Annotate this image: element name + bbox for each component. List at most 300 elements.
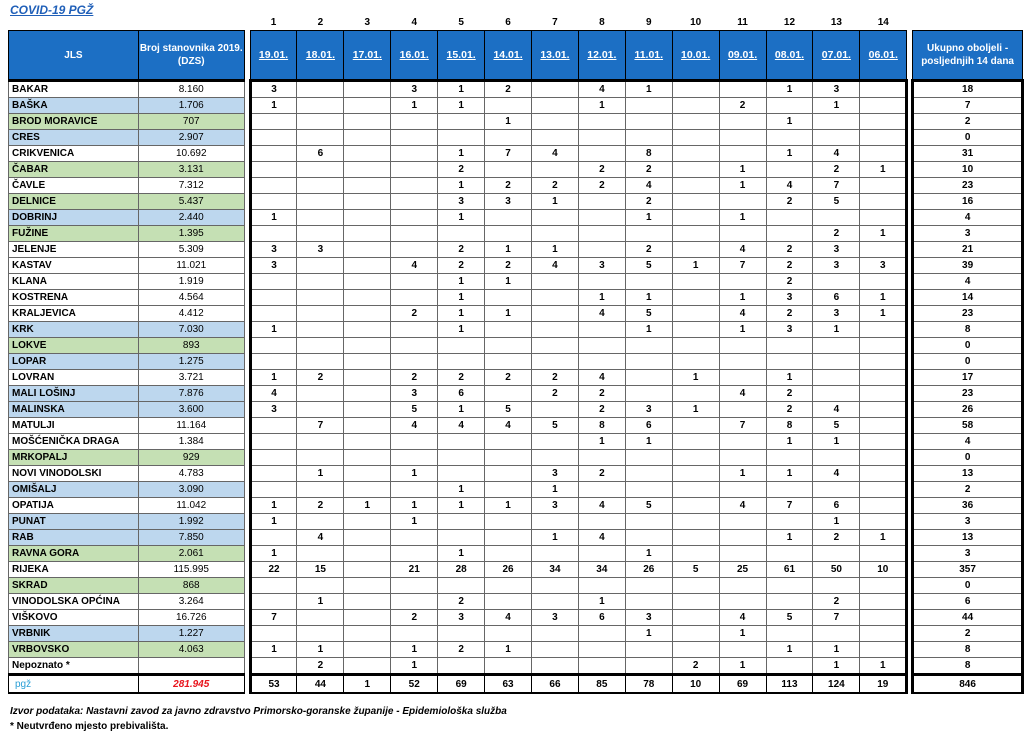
total-cell: 8 <box>913 642 1023 658</box>
case-cell <box>344 322 391 338</box>
day-total: 44 <box>297 675 344 694</box>
case-cell: 4 <box>719 610 766 626</box>
case-cell <box>391 626 438 642</box>
case-cell: 3 <box>813 81 860 98</box>
total-cell: 0 <box>913 450 1023 466</box>
case-cell: 2 <box>485 258 532 274</box>
case-cell <box>344 402 391 418</box>
case-cell <box>391 434 438 450</box>
summary-row <box>9 675 1023 694</box>
case-cell: 2 <box>813 226 860 242</box>
case-cell: 1 <box>250 370 297 386</box>
case-cell: 2 <box>297 498 344 514</box>
total-cell: 2 <box>913 626 1023 642</box>
municipality-name: BAKAR <box>9 81 139 98</box>
total-cell: 36 <box>913 498 1023 514</box>
case-cell <box>344 386 391 402</box>
case-cell <box>344 578 391 594</box>
case-cell <box>860 322 907 338</box>
case-cell: 1 <box>297 466 344 482</box>
case-cell <box>578 546 625 562</box>
case-cell <box>391 354 438 370</box>
case-cell <box>344 98 391 114</box>
case-cell <box>250 626 297 642</box>
case-cell: 2 <box>438 242 485 258</box>
case-cell <box>860 594 907 610</box>
population-cell: 7.030 <box>138 322 244 338</box>
date-header: 13.01. <box>532 31 579 81</box>
case-cell: 2 <box>578 178 625 194</box>
case-cell <box>485 530 532 546</box>
case-cell <box>344 242 391 258</box>
case-cell <box>344 610 391 626</box>
table-row <box>9 226 1023 242</box>
municipality-name: VRBOVSKO <box>9 642 139 658</box>
case-cell <box>532 114 579 130</box>
case-cell <box>625 226 672 242</box>
column-number: 14 <box>877 17 889 28</box>
case-cell <box>485 434 532 450</box>
case-cell: 25 <box>719 562 766 578</box>
case-cell <box>813 114 860 130</box>
case-cell <box>672 386 719 402</box>
date-header: 14.01. <box>485 31 532 81</box>
case-cell: 21 <box>391 562 438 578</box>
case-cell: 1 <box>719 290 766 306</box>
population-cell: 3.721 <box>138 370 244 386</box>
table-row <box>9 242 1023 258</box>
case-cell <box>344 450 391 466</box>
case-cell: 3 <box>532 610 579 626</box>
case-cell <box>250 482 297 498</box>
case-cell <box>625 114 672 130</box>
case-cell: 26 <box>625 562 672 578</box>
case-cell <box>532 594 579 610</box>
case-cell: 3 <box>438 194 485 210</box>
case-cell <box>344 482 391 498</box>
case-cell <box>438 354 485 370</box>
population-cell: 11.164 <box>138 418 244 434</box>
case-cell: 7 <box>297 418 344 434</box>
case-cell: 7 <box>719 418 766 434</box>
case-cell <box>344 178 391 194</box>
case-cell <box>344 338 391 354</box>
case-cell <box>250 354 297 370</box>
case-cell <box>625 466 672 482</box>
case-cell <box>719 226 766 242</box>
case-cell <box>532 658 579 675</box>
case-cell <box>344 546 391 562</box>
case-cell: 4 <box>578 530 625 546</box>
case-cell: 2 <box>578 162 625 178</box>
case-cell: 1 <box>766 466 813 482</box>
case-cell <box>297 578 344 594</box>
case-cell <box>297 434 344 450</box>
municipality-name: NOVI VINODOLSKI <box>9 466 139 482</box>
case-cell <box>719 274 766 290</box>
population-cell: 4.412 <box>138 306 244 322</box>
case-cell <box>297 274 344 290</box>
total-cell: 17 <box>913 370 1023 386</box>
case-cell: 1 <box>391 514 438 530</box>
total-cell: 13 <box>913 530 1023 546</box>
total-cell: 18 <box>913 81 1023 98</box>
case-cell <box>485 466 532 482</box>
case-cell: 1 <box>485 642 532 658</box>
case-cell <box>250 114 297 130</box>
municipality-name: RAVNA GORA <box>9 546 139 562</box>
case-cell <box>297 162 344 178</box>
total-cell: 13 <box>913 466 1023 482</box>
column-number-row <box>9 15 1023 31</box>
case-cell <box>719 354 766 370</box>
case-cell <box>297 338 344 354</box>
table-row <box>9 386 1023 402</box>
case-cell <box>766 482 813 498</box>
case-cell: 5 <box>625 258 672 274</box>
case-cell: 15 <box>297 562 344 578</box>
case-cell: 3 <box>250 258 297 274</box>
case-cell <box>532 226 579 242</box>
table-row <box>9 578 1023 594</box>
case-cell <box>672 306 719 322</box>
case-cell <box>766 514 813 530</box>
case-cell: 1 <box>766 114 813 130</box>
day-total: 113 <box>766 675 813 694</box>
case-cell <box>250 130 297 146</box>
population-cell: 7.850 <box>138 530 244 546</box>
case-cell: 2 <box>813 162 860 178</box>
table-row <box>9 258 1023 274</box>
municipality-name: LOVRAN <box>9 370 139 386</box>
case-cell <box>250 226 297 242</box>
case-cell: 4 <box>719 386 766 402</box>
case-cell <box>297 402 344 418</box>
case-cell: 1 <box>625 546 672 562</box>
case-cell: 4 <box>578 306 625 322</box>
case-cell <box>532 162 579 178</box>
case-cell <box>391 546 438 562</box>
table-row <box>9 402 1023 418</box>
case-cell <box>485 658 532 675</box>
table-row <box>9 354 1023 370</box>
case-cell <box>391 482 438 498</box>
population-cell: 3.600 <box>138 402 244 418</box>
case-cell <box>344 146 391 162</box>
case-cell <box>391 178 438 194</box>
case-cell <box>532 98 579 114</box>
case-cell <box>250 434 297 450</box>
case-cell <box>860 626 907 642</box>
case-cell <box>625 450 672 466</box>
table-row <box>9 114 1023 130</box>
case-cell: 7 <box>719 258 766 274</box>
case-cell <box>297 482 344 498</box>
municipality-name: ČABAR <box>9 162 139 178</box>
table-row <box>9 290 1023 306</box>
total-cell: 8 <box>913 322 1023 338</box>
pgz-logo: pgž <box>9 675 139 694</box>
case-cell: 1 <box>719 658 766 675</box>
case-cell <box>813 626 860 642</box>
case-cell <box>391 226 438 242</box>
case-cell: 2 <box>532 386 579 402</box>
case-cell <box>532 130 579 146</box>
case-cell <box>391 450 438 466</box>
case-cell: 5 <box>766 610 813 626</box>
case-cell: 5 <box>391 402 438 418</box>
case-cell: 26 <box>485 562 532 578</box>
case-cell: 1 <box>485 242 532 258</box>
case-cell <box>391 274 438 290</box>
case-cell <box>532 578 579 594</box>
case-cell <box>860 386 907 402</box>
population-cell: 3.131 <box>138 162 244 178</box>
case-cell <box>250 466 297 482</box>
case-cell: 2 <box>297 370 344 386</box>
total-cell: 357 <box>913 562 1023 578</box>
case-cell <box>766 658 813 675</box>
case-cell <box>250 338 297 354</box>
case-cell <box>344 626 391 642</box>
footnote: * Neutvrđeno mjesto prebivališta. <box>10 721 169 732</box>
case-cell <box>625 514 672 530</box>
table-row <box>9 482 1023 498</box>
case-cell <box>860 482 907 498</box>
case-cell <box>578 146 625 162</box>
case-cell: 1 <box>250 98 297 114</box>
case-cell <box>860 370 907 386</box>
column-number: 13 <box>830 17 842 28</box>
total-cell: 0 <box>913 354 1023 370</box>
case-cell <box>672 482 719 498</box>
case-cell: 1 <box>438 274 485 290</box>
case-cell <box>672 322 719 338</box>
case-cell: 5 <box>813 418 860 434</box>
day-total: 19 <box>860 675 907 694</box>
case-cell <box>860 578 907 594</box>
case-cell <box>250 178 297 194</box>
municipality-name: OMIŠALJ <box>9 482 139 498</box>
total-cell: 8 <box>913 658 1023 675</box>
case-cell <box>719 194 766 210</box>
case-cell <box>438 434 485 450</box>
case-cell: 3 <box>766 322 813 338</box>
table-row <box>9 466 1023 482</box>
case-cell <box>625 658 672 675</box>
case-cell <box>297 386 344 402</box>
case-cell <box>719 338 766 354</box>
case-cell <box>625 370 672 386</box>
case-cell <box>485 210 532 226</box>
total-cell: 3 <box>913 514 1023 530</box>
case-cell: 5 <box>485 402 532 418</box>
case-cell <box>344 466 391 482</box>
case-cell: 5 <box>625 306 672 322</box>
case-cell <box>766 130 813 146</box>
case-cell <box>672 338 719 354</box>
case-cell: 1 <box>438 210 485 226</box>
case-cell <box>391 578 438 594</box>
column-number: 1 <box>270 17 277 28</box>
case-cell: 3 <box>578 258 625 274</box>
case-cell <box>860 194 907 210</box>
population-cell: 1.395 <box>138 226 244 242</box>
blank-cell <box>9 15 139 31</box>
case-cell <box>485 626 532 642</box>
case-cell: 1 <box>860 290 907 306</box>
column-number: 7 <box>552 17 558 28</box>
case-cell <box>297 626 344 642</box>
case-cell <box>297 450 344 466</box>
case-cell: 4 <box>485 610 532 626</box>
case-cell: 4 <box>578 81 625 98</box>
case-cell <box>860 514 907 530</box>
case-cell <box>578 210 625 226</box>
case-cell <box>297 194 344 210</box>
case-cell <box>485 482 532 498</box>
case-cell: 2 <box>766 306 813 322</box>
case-cell: 1 <box>719 210 766 226</box>
population-cell: 5.309 <box>138 242 244 258</box>
case-cell: 4 <box>250 386 297 402</box>
case-cell <box>344 418 391 434</box>
header-row <box>9 31 1023 81</box>
case-cell <box>578 194 625 210</box>
case-cell: 2 <box>625 194 672 210</box>
case-cell: 10 <box>860 562 907 578</box>
case-cell: 1 <box>532 530 579 546</box>
case-cell <box>719 130 766 146</box>
case-cell: 2 <box>391 306 438 322</box>
case-cell <box>625 578 672 594</box>
case-cell: 2 <box>813 594 860 610</box>
total-cell: 39 <box>913 258 1023 274</box>
case-cell <box>344 530 391 546</box>
case-cell: 1 <box>438 322 485 338</box>
case-cell: 3 <box>813 306 860 322</box>
case-cell: 28 <box>438 562 485 578</box>
table-row <box>9 530 1023 546</box>
case-cell: 1 <box>438 498 485 514</box>
case-cell <box>719 594 766 610</box>
case-cell: 1 <box>719 162 766 178</box>
municipality-name: MOŠĆENIČKA DRAGA <box>9 434 139 450</box>
case-cell: 2 <box>532 370 579 386</box>
case-cell <box>766 450 813 466</box>
case-cell <box>391 594 438 610</box>
case-cell <box>578 354 625 370</box>
population-cell: 1.706 <box>138 98 244 114</box>
case-cell <box>860 338 907 354</box>
case-cell <box>344 130 391 146</box>
case-cell <box>344 306 391 322</box>
case-cell: 2 <box>625 162 672 178</box>
case-cell <box>578 578 625 594</box>
column-number: 10 <box>690 17 702 28</box>
case-cell: 6 <box>813 498 860 514</box>
case-cell: 1 <box>438 290 485 306</box>
case-cell <box>860 130 907 146</box>
case-cell <box>485 386 532 402</box>
municipality-name: RAB <box>9 530 139 546</box>
case-cell: 2 <box>813 530 860 546</box>
population-cell: 115.995 <box>138 562 244 578</box>
case-cell: 1 <box>438 306 485 322</box>
case-cell <box>672 210 719 226</box>
case-cell: 7 <box>766 498 813 514</box>
case-cell <box>297 130 344 146</box>
case-cell <box>672 354 719 370</box>
case-cell: 1 <box>625 290 672 306</box>
day-total: 124 <box>813 675 860 694</box>
case-cell <box>860 450 907 466</box>
municipality-name: BAŠKA <box>9 98 139 114</box>
case-cell: 1 <box>766 146 813 162</box>
case-cell <box>578 242 625 258</box>
case-cell <box>250 274 297 290</box>
municipality-name: DELNICE <box>9 194 139 210</box>
case-cell <box>438 338 485 354</box>
case-cell <box>625 354 672 370</box>
table-row <box>9 658 1023 675</box>
case-cell <box>672 546 719 562</box>
date-header: 16.01. <box>391 31 438 81</box>
case-cell <box>297 226 344 242</box>
table-row <box>9 338 1023 354</box>
case-cell: 2 <box>672 658 719 675</box>
total-cell: 14 <box>913 290 1023 306</box>
case-cell: 1 <box>532 482 579 498</box>
case-cell <box>672 594 719 610</box>
case-cell: 4 <box>438 418 485 434</box>
total-cell: 16 <box>913 194 1023 210</box>
case-cell: 1 <box>297 642 344 658</box>
case-cell <box>860 210 907 226</box>
case-cell: 1 <box>578 434 625 450</box>
case-cell: 2 <box>438 370 485 386</box>
case-cell: 1 <box>672 258 719 274</box>
case-cell: 3 <box>532 498 579 514</box>
case-cell <box>250 450 297 466</box>
municipality-name: MALINSKA <box>9 402 139 418</box>
population-cell: 2.440 <box>138 210 244 226</box>
case-cell: 2 <box>766 242 813 258</box>
case-cell <box>532 306 579 322</box>
case-cell: 2 <box>438 258 485 274</box>
case-cell: 3 <box>391 386 438 402</box>
case-cell <box>485 322 532 338</box>
case-cell: 5 <box>625 498 672 514</box>
case-cell <box>672 81 719 98</box>
municipality-name: PUNAT <box>9 514 139 530</box>
case-cell: 4 <box>578 370 625 386</box>
population-cell: 2.907 <box>138 130 244 146</box>
case-cell <box>438 226 485 242</box>
table-row <box>9 194 1023 210</box>
case-cell: 2 <box>297 658 344 675</box>
date-header: 10.01. <box>672 31 719 81</box>
case-cell: 1 <box>438 146 485 162</box>
case-cell <box>672 114 719 130</box>
date-header: 06.01. <box>860 31 907 81</box>
case-cell: 2 <box>485 178 532 194</box>
case-cell: 2 <box>391 610 438 626</box>
case-cell: 2 <box>625 242 672 258</box>
case-cell <box>532 354 579 370</box>
case-cell: 2 <box>485 370 532 386</box>
total-cell: 7 <box>913 98 1023 114</box>
